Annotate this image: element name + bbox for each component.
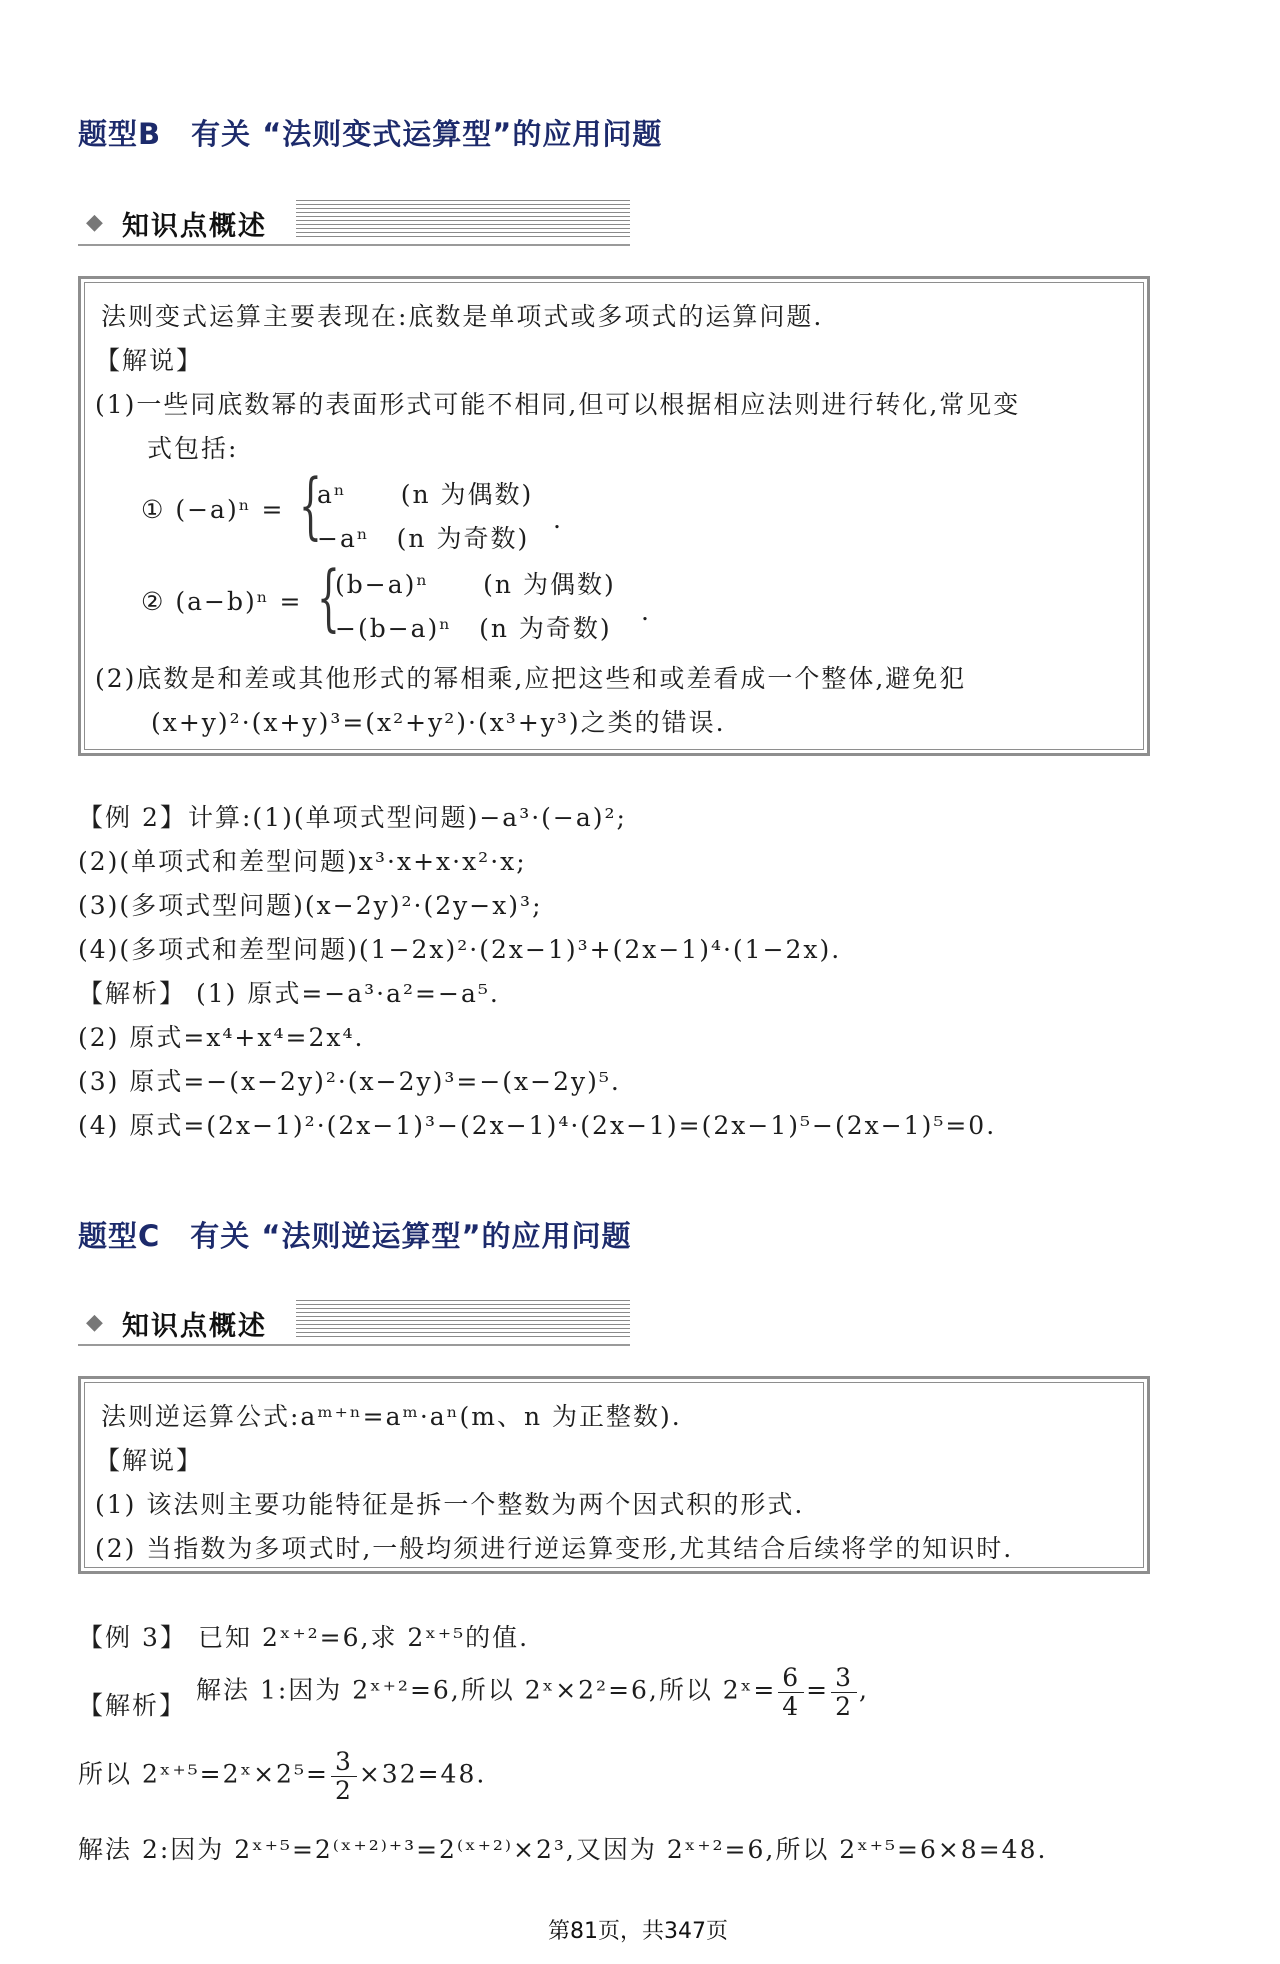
- explain-tag: 【解说】: [95, 346, 204, 375]
- knowledge-label: 知识点概述: [122, 1311, 267, 1342]
- solution-text: ×32=48.: [358, 1759, 487, 1789]
- brace: {: [317, 555, 340, 639]
- formula-case: −(b−a)ⁿ (n 为奇数): [335, 614, 612, 643]
- box-paragraph: 式包括:: [147, 434, 239, 463]
- formula-case: −aⁿ (n 为奇数): [317, 524, 530, 553]
- box-line: 法则变式运算主要表现在:底数是单项式或多项式的运算问题.: [101, 302, 824, 331]
- solution-line: (3) 原式=−(x−2y)²·(x−2y)³=−(x−2y)⁵.: [78, 1067, 621, 1096]
- solution-line: (2) 原式=x⁴+x⁴=2x⁴.: [78, 1023, 365, 1052]
- knowledge-bar-b: [78, 196, 630, 248]
- solution-line: (1) 原式=−a³·a²=−a⁵.: [196, 979, 500, 1008]
- knowledge-box-b: [78, 276, 1150, 756]
- formula-case: aⁿ (n 为偶数): [317, 480, 534, 509]
- formula-lhs: ① (−a)ⁿ =: [141, 495, 285, 524]
- fraction: $\frac{3}{2}$: [831, 1664, 857, 1720]
- formula-case: (b−a)ⁿ (n 为偶数): [335, 570, 616, 599]
- example-line: 计算:(1)(单项式型问题)−a³·(−a)²;: [188, 803, 627, 832]
- section-b-heading: 题型B 有关 “法则变式运算型”的应用问题: [78, 117, 663, 151]
- formula-lhs: ② (a−b)ⁿ =: [141, 587, 303, 616]
- section-c-heading: 题型C 有关 “法则逆运算型”的应用问题: [78, 1219, 632, 1253]
- diamond-icon: ◆: [86, 1310, 103, 1335]
- divider: [78, 1344, 630, 1346]
- formula-period: .: [641, 597, 651, 626]
- decorative-lines: [296, 200, 630, 238]
- knowledge-label: 知识点概述: [122, 211, 267, 242]
- explain-tag: 【解说】: [95, 1446, 204, 1475]
- formula-period: .: [553, 505, 563, 534]
- box-paragraph: (1)一些同底数幂的表面形式可能不相同,但可以根据相应法则进行转化,常见变: [95, 390, 1021, 419]
- solution-line: (4) 原式=(2x−1)²·(2x−1)³−(2x−1)⁴·(2x−1)=(2x−1)⁵−(2x−1)⁵=0.: [78, 1111, 997, 1140]
- example-line: 已知 2ˣ⁺²=6,求 2ˣ⁺⁵的值.: [198, 1623, 530, 1652]
- solution-text: 所以 2ˣ⁺⁵=2ˣ×2⁵=: [78, 1759, 329, 1789]
- decorative-lines: [296, 1300, 630, 1338]
- example-line: (3)(多项式型问题)(x−2y)²·(2y−x)³;: [78, 891, 543, 920]
- solution-method-2: 解法 2:因为 2ˣ⁺⁵=2⁽ˣ⁺²⁾⁺³=2⁽ˣ⁺²⁾×2³,又因为 2ˣ⁺²=6,所以 2ˣ⁺⁵=6×8=48.: [78, 1835, 1048, 1864]
- box-paragraph: (1) 该法则主要功能特征是拆一个整数为两个因式积的形式.: [95, 1490, 805, 1519]
- box-paragraph: (2)底数是和差或其他形式的幂相乘,应把这些和或差看成一个整体,避免犯: [95, 664, 967, 693]
- divider: [78, 244, 630, 246]
- page-number: 第81页，共347页: [548, 1919, 728, 1944]
- example-line: (4)(多项式和差型问题)(1−2x)²·(2x−1)³+(2x−1)⁴·(1−2x).: [78, 935, 842, 964]
- solution-tag: 【解析】: [78, 1691, 187, 1720]
- solution-text: 解法 1:因为 2ˣ⁺²=6,所以 2ˣ×2²=6,所以 2ˣ=: [196, 1675, 777, 1705]
- diamond-icon: ◆: [86, 210, 103, 235]
- box-paragraph: (2) 当指数为多项式时,一般均须进行逆运算变形,尤其结合后续将学的知识时.: [95, 1534, 1014, 1563]
- example-line: (2)(单项式和差型问题)x³·x+x·x²·x;: [78, 847, 527, 876]
- fraction: $\frac{3}{2}$: [331, 1748, 357, 1804]
- box-line: 法则逆运算公式:aᵐ⁺ⁿ=aᵐ·aⁿ(m、n 为正整数).: [101, 1402, 682, 1431]
- box-paragraph: (x+y)²·(x+y)³=(x²+y²)·(x³+y³)之类的错误.: [151, 708, 726, 737]
- knowledge-bar-c: [78, 1296, 630, 1348]
- example-2-tag: 【例 2】: [78, 803, 187, 832]
- knowledge-box-c: [78, 1376, 1150, 1574]
- solution-method-1: 解法 1:因为 2ˣ⁺²=6,所以 2ˣ×2²=6,所以 2ˣ= $\frac{6}{4}$ = $\frac{3}{2}$ ,: [196, 1663, 869, 1721]
- fraction: $\frac{6}{4}$: [778, 1664, 804, 1720]
- example-3-tag: 【例 3】: [78, 1623, 187, 1652]
- solution-tag: 【解析】: [78, 979, 187, 1008]
- solution-method-1b: [78, 1748, 486, 1804]
- brace: {: [299, 463, 322, 547]
